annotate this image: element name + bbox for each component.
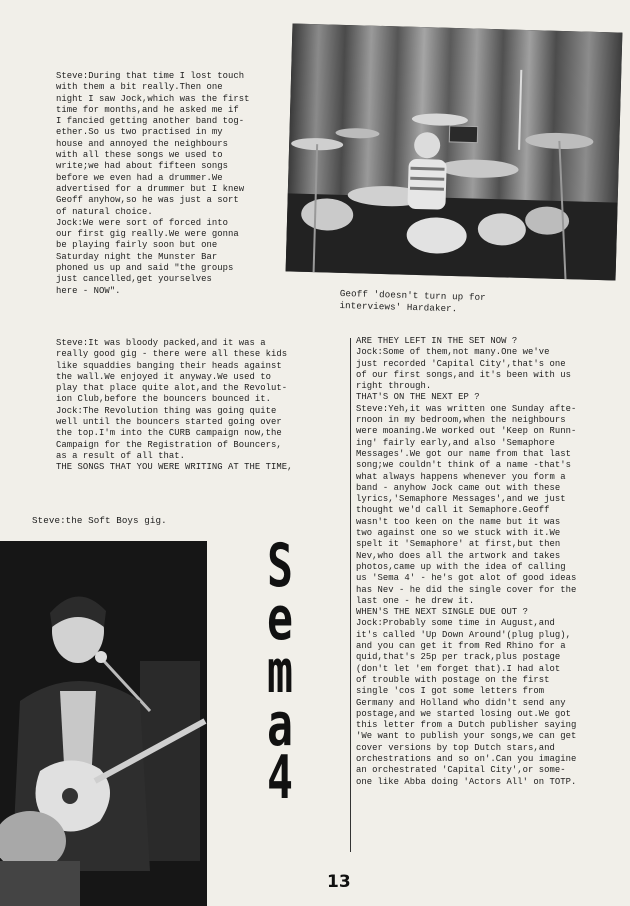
- text-line: ing' fairly early,and also 'Semaphore: [356, 437, 555, 448]
- text-line: us 'Sema 4' - he's got alot of good ideas: [356, 573, 577, 584]
- text-line: play that place quite alot,and the Revolut-: [56, 383, 288, 394]
- text-line: night I saw Jock,which was the first: [56, 93, 250, 104]
- text-line: wasn't too keen on the name but it was: [356, 516, 561, 527]
- text-line: what always happens whenever you form a: [356, 471, 566, 482]
- text-line: has Nev - he did the single cover for the: [356, 584, 577, 595]
- text-line: ion Club,before the bouncers bounced it.: [56, 394, 272, 405]
- text-line: rnoon in my bedroom,when the neighbours: [356, 415, 566, 426]
- text-line: (don't let 'em forget that).I had alot: [356, 663, 561, 674]
- text-line: THAT'S ON THE NEXT EP ?: [356, 392, 480, 403]
- text-line: THE SONGS THAT YOU WERE WRITING AT THE TIME,: [56, 462, 293, 473]
- text-line: of trouble with postage on the first: [356, 674, 550, 685]
- text-line: WHEN'S THE NEXT SINGLE DUE OUT ?: [356, 607, 529, 618]
- text-line: advertised for a drummer but I knew: [56, 183, 245, 194]
- text-line: Nev,who does all the artwork and takes: [356, 550, 561, 561]
- interview-column-right: [356, 336, 618, 788]
- text-line: time for months,and he asked me if: [56, 104, 239, 115]
- drummer-photo: [286, 23, 623, 280]
- text-line: be playing fairly soon but one: [56, 240, 218, 251]
- band-name-vertical: [255, 531, 305, 813]
- text-line: here - NOW".: [56, 285, 121, 296]
- text-line: spelt it 'Semaphore' at first,but then: [356, 539, 561, 550]
- interview-column-left-top: [56, 71, 288, 297]
- text-line: single 'cos I got some letters from: [356, 686, 545, 697]
- band-name-letter: e: [266, 584, 294, 654]
- text-line: two against one so we stuck with it.We: [356, 528, 561, 539]
- text-line: of natural choice.: [56, 206, 153, 217]
- text-line: 'We want to publish your songs,we can get: [356, 731, 577, 742]
- text-line: thought we'd call it Semaphore.Geoff: [356, 505, 550, 516]
- text-line: like squaddies banging their heads against: [56, 360, 282, 371]
- text-line: as a result of all that.: [56, 450, 186, 461]
- text-line: postage,and we started losing out.We got: [356, 708, 572, 719]
- column-divider: [350, 338, 351, 852]
- text-line: write;we had about fifteen songs: [56, 161, 229, 172]
- text-line: an orchestrated 'Capital City',or some-: [356, 765, 566, 776]
- guitarist-photo-caption: Steve:the Soft Boys gig.: [32, 515, 167, 526]
- text-line: Jock:The Revolution thing was going quite: [56, 405, 277, 416]
- text-line: our first gig really.We were gonna: [56, 229, 239, 240]
- band-name-letter: a: [266, 690, 294, 760]
- text-line: Steve:During that time I lost touch: [56, 71, 245, 81]
- text-line: one like Abba doing 'Actors All' on TOTP.: [356, 776, 577, 787]
- text-line: Steve:Yeh,it was written one Sunday afte-: [356, 403, 577, 414]
- text-line: of our first songs,and it's been with us: [356, 369, 572, 380]
- band-name-letter: m: [266, 637, 294, 707]
- text-line: band - anyhow Jock came out with these: [356, 482, 561, 493]
- interview-column-left-bottom: [56, 338, 346, 474]
- text-line: orchestrations and so on'.Can you imagine: [356, 753, 577, 764]
- text-line: Geoff anyhow,so he was just a sort: [56, 195, 239, 206]
- text-line: house and annoyed the neighbours: [56, 138, 229, 149]
- text-line: ARE THEY LEFT IN THE SET NOW ?: [356, 336, 518, 346]
- text-line: cover versions by top Dutch stars,and: [356, 742, 555, 753]
- text-line: well until the bouncers started going over: [56, 417, 282, 428]
- text-line: Jock:Probably some time in August,and: [356, 618, 555, 629]
- text-line: last one - he drew it.: [356, 595, 475, 606]
- text-line: I fancied getting another band tog-: [56, 116, 245, 127]
- band-name-letter: 4: [266, 743, 294, 813]
- text-line: Steve:It was bloody packed,and it was a: [56, 338, 266, 348]
- drummer-photo-caption: Geoff 'doesn't turn up for interviews' Hardaker.: [339, 288, 486, 315]
- text-line: with them a bit really.Then one: [56, 82, 223, 93]
- band-name-letter: S: [266, 531, 294, 601]
- text-line: phoned us up and said "the groups: [56, 263, 234, 274]
- text-line: Germany and Holland who didn't send any: [356, 697, 566, 708]
- text-line: the top.I'm into the CURB campaign now,the: [56, 428, 282, 439]
- text-line: before we even had a drummer.We: [56, 172, 223, 183]
- text-line: Messages'.We got our name from that last: [356, 448, 572, 459]
- text-line: lyrics,'Semaphore Messages',and we just: [356, 494, 566, 505]
- text-line: Campaign for the Registration of Bouncers,: [56, 439, 282, 450]
- text-line: were moaning.We worked out 'Keep on Runn-: [356, 426, 577, 437]
- text-line: with all these songs we used to: [56, 150, 223, 161]
- text-line: right through.: [356, 381, 432, 392]
- text-line: and you can get it from Red Rhino for a: [356, 641, 566, 652]
- text-line: the wall.We enjoyed it anyway.We used to: [56, 371, 272, 382]
- text-line: this letter from a Dutch publisher saying: [356, 720, 577, 731]
- text-line: photos,came up with the idea of calling: [356, 561, 566, 572]
- text-line: really good gig - there were all these kids: [56, 349, 288, 360]
- text-line: just recorded 'Capital City',that's one: [356, 358, 566, 369]
- text-line: Jock:We were sort of forced into: [56, 217, 229, 228]
- text-line: it's called 'Up Down Around'(plug plug),: [356, 629, 572, 640]
- text-line: Jock:Some of them,not many.One we've: [356, 347, 550, 358]
- page-number: 13: [327, 872, 351, 892]
- text-line: ether.So us two practised in my: [56, 127, 223, 138]
- text-line: Saturday night the Munster Bar: [56, 251, 218, 262]
- text-line: song;we couldn't think of a name -that's: [356, 460, 572, 471]
- text-line: just cancelled,get yourselves: [56, 274, 212, 285]
- guitarist-photo: [0, 541, 207, 906]
- text-line: quid,that's 25p per track,plus postage: [356, 652, 561, 663]
